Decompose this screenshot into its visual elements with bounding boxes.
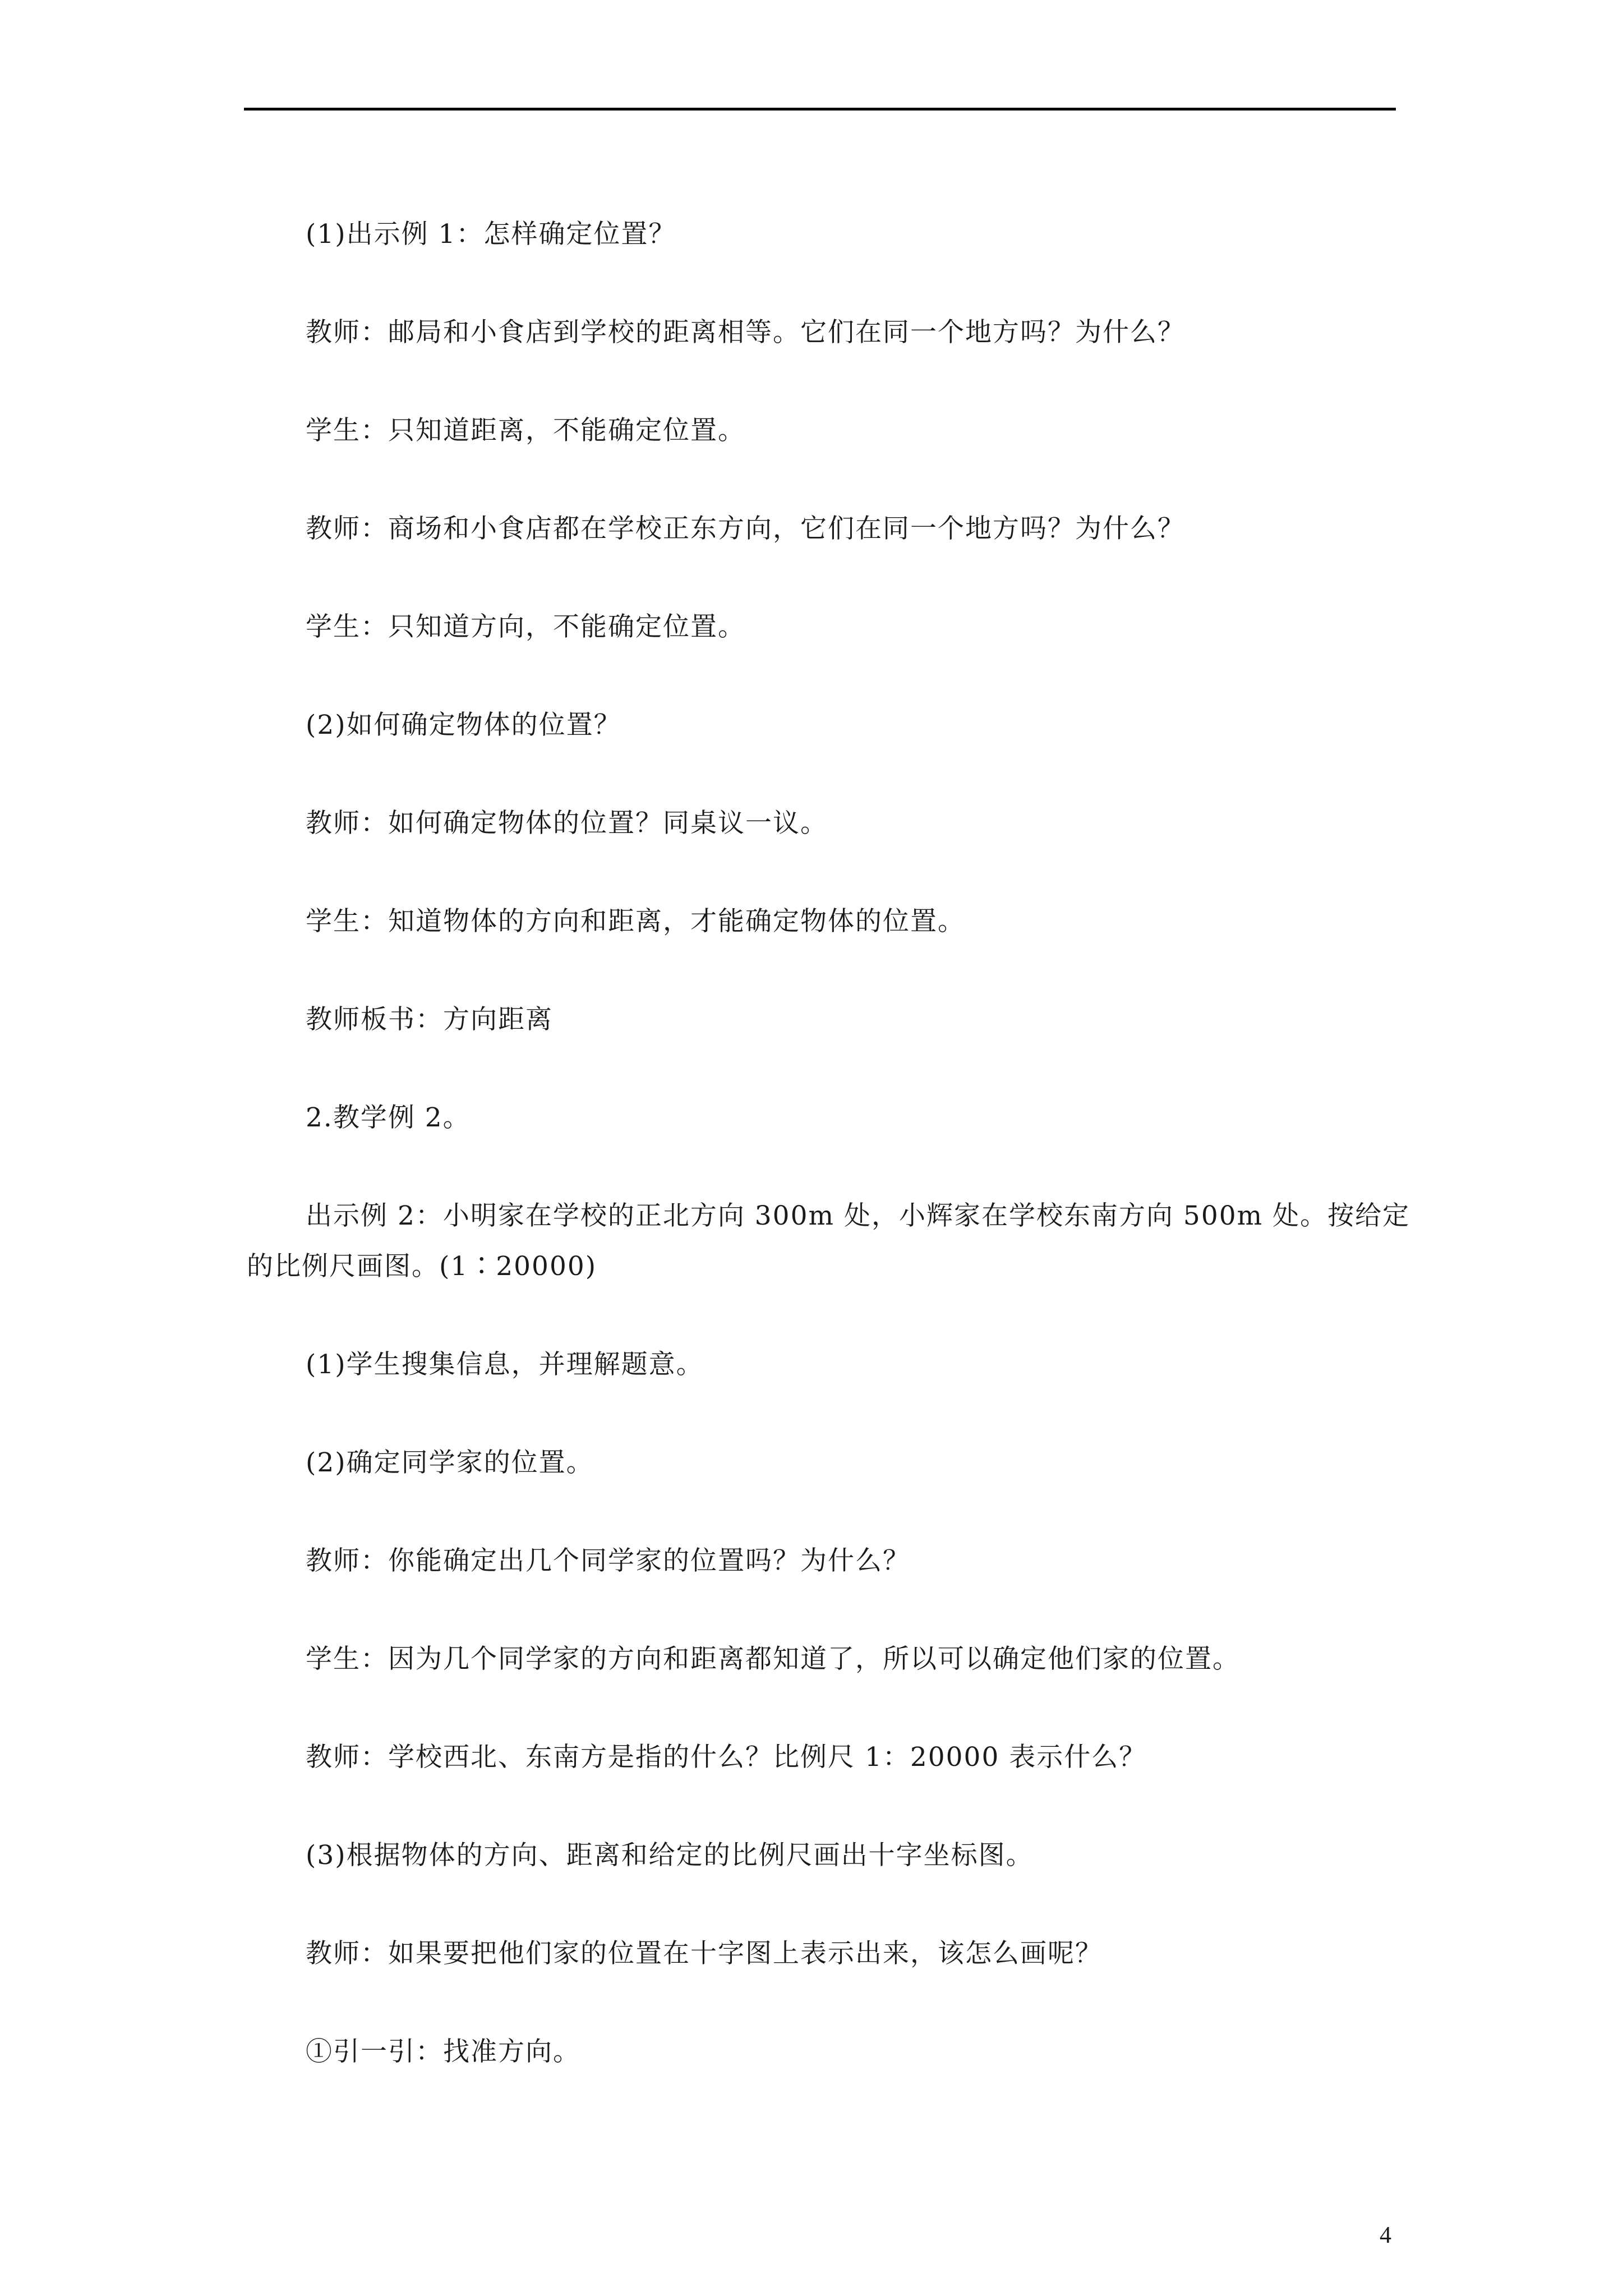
- text-line: (1)学生搜集信息，并理解题意。: [306, 1349, 704, 1380]
- header-rule: [244, 108, 1396, 111]
- text-line: 出示例 2：小明家在学校的正北方向 300m 处，小辉家在学校东南方向 500m 处。按给定: [306, 1200, 1410, 1231]
- text-line: 教师板书：方向距离: [306, 1004, 553, 1035]
- text-line: 学生：只知道方向，不能确定位置。: [306, 611, 745, 642]
- text-line: 的比例尺画图。(1∶20000): [247, 1251, 597, 1282]
- text-line: (3)根据物体的方向、距离和给定的比例尺画出十字坐标图。: [306, 1840, 1034, 1871]
- text-line: (2)如何确定物体的位置？: [306, 710, 621, 740]
- text-line: 教师：邮局和小食店到学校的距离相等。它们在同一个地方吗？为什么？: [306, 317, 1185, 348]
- text-line: 教师：商场和小食店都在学校正东方向，它们在同一个地方吗？为什么？: [306, 513, 1185, 544]
- text-line: 学生：因为几个同学家的方向和距离都知道了，所以可以确定他们家的位置。: [306, 1644, 1240, 1674]
- text-line: 教师：学校西北、东南方是指的什么？比例尺 1：20000 表示什么？: [306, 1742, 1147, 1773]
- page-number: 4: [1380, 2223, 1391, 2248]
- text-line: 2.教学例 2。: [306, 1102, 471, 1133]
- text-line: 教师：你能确定出几个同学家的位置吗？为什么？: [306, 1545, 910, 1576]
- text-line: 教师：如何确定物体的位置？同桌议一议。: [306, 808, 828, 839]
- text-line: 学生：只知道距离，不能确定位置。: [306, 415, 745, 446]
- text-line: 学生：知道物体的方向和距离，才能确定物体的位置。: [306, 906, 965, 937]
- text-line: ①引一引：找准方向。: [306, 2036, 580, 2067]
- text-line: (2)确定同学家的位置。: [306, 1447, 594, 1478]
- text-line: 教师：如果要把他们家的位置在十字图上表示出来，该怎么画呢？: [306, 1938, 1103, 1969]
- text-line: (1)出示例 1：怎样确定位置？: [306, 219, 676, 250]
